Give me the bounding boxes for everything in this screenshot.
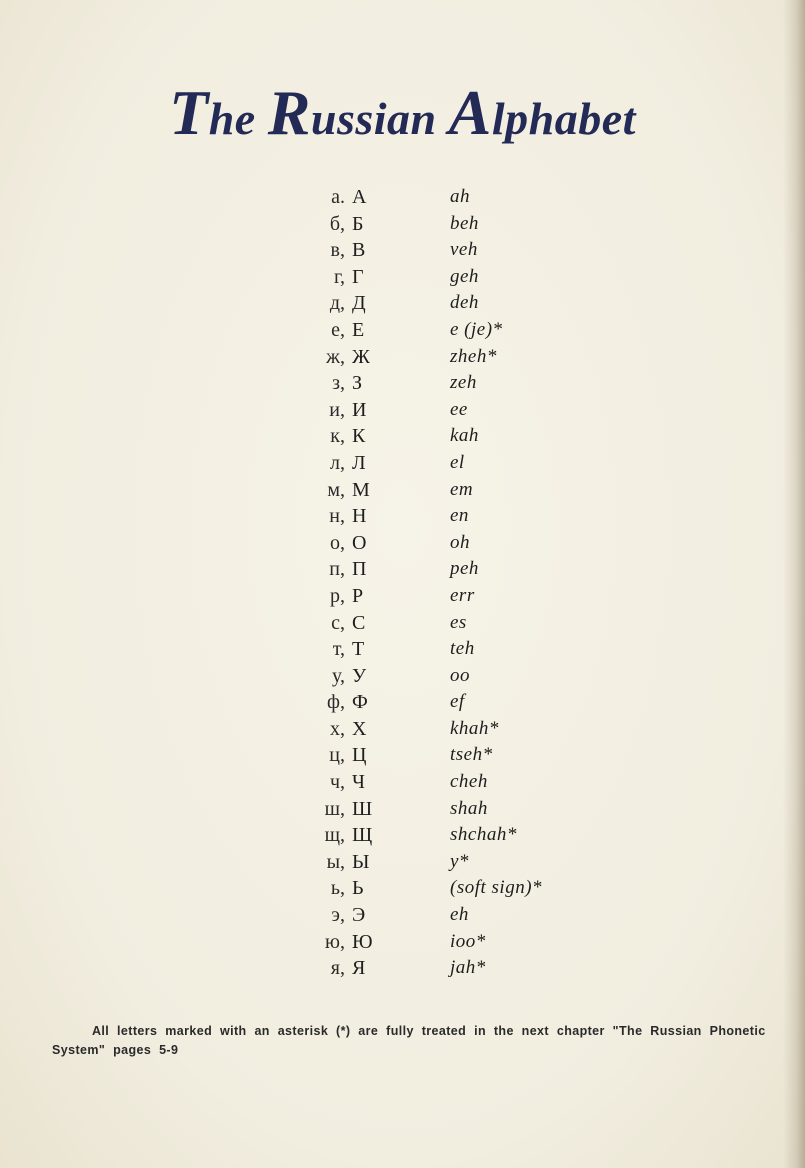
alphabet-row: [0, 663, 805, 690]
alphabet-row: [0, 450, 805, 477]
alphabet-row: [0, 716, 805, 743]
lowercase-letter: у,: [332, 664, 345, 687]
pronunciation: oh: [450, 531, 470, 553]
title-cap-a: A: [448, 77, 492, 148]
alphabet-row: [0, 370, 805, 397]
lowercase-letter: р,: [330, 584, 345, 607]
lowercase-letter: а.: [331, 186, 345, 208]
pronunciation: ioo*: [450, 930, 486, 952]
alphabet-row: [0, 317, 805, 344]
uppercase-letter: Н: [352, 505, 367, 528]
footnote: All letters marked with an asterisk (*) are fully treated in the next chapter "The Russian Phonetic System" pages 5-9: [52, 1024, 766, 1057]
page-title: [0, 78, 805, 154]
lowercase-letter: м,: [327, 478, 345, 501]
uppercase-letter: Ы: [352, 850, 370, 873]
pronunciation: el: [450, 451, 465, 473]
lowercase-letter: и,: [329, 398, 345, 421]
lowercase-letter: о,: [330, 531, 345, 554]
lowercase-letter: ч,: [329, 771, 345, 794]
alphabet-row: [0, 184, 805, 211]
uppercase-letter: Ю: [352, 930, 373, 953]
alphabet-row: [0, 822, 805, 849]
lowercase-letter: я,: [330, 957, 345, 980]
uppercase-letter: У: [352, 664, 367, 687]
pronunciation: veh: [450, 239, 478, 261]
alphabet-row: [0, 636, 805, 663]
uppercase-letter: М: [352, 478, 370, 501]
lowercase-letter: б,: [329, 212, 345, 235]
pronunciation: err: [450, 584, 475, 606]
uppercase-letter: Г: [352, 265, 364, 288]
lowercase-letter: щ,: [324, 824, 345, 847]
uppercase-letter: Э: [352, 904, 366, 927]
pronunciation: eh: [450, 904, 469, 926]
alphabet-row: [0, 875, 805, 902]
title-word-ussian: ussian: [310, 93, 437, 144]
uppercase-letter: Ь: [352, 877, 364, 900]
pronunciation: ef: [450, 691, 465, 713]
alphabet-row: [0, 344, 805, 371]
lowercase-letter: в,: [330, 239, 345, 262]
pronunciation: peh: [450, 558, 479, 580]
lowercase-letter: ж,: [326, 345, 345, 368]
alphabet-row: [0, 264, 805, 291]
pronunciation: oo: [450, 664, 470, 686]
alphabet-row: [0, 237, 805, 264]
lowercase-letter: х,: [330, 717, 345, 740]
lowercase-letter: ш,: [324, 797, 345, 820]
pronunciation: (soft sign)*: [450, 877, 543, 899]
lowercase-letter: ф,: [327, 691, 345, 714]
uppercase-letter: Ж: [352, 345, 370, 368]
uppercase-letter: И: [352, 398, 367, 421]
alphabet-row: [0, 477, 805, 504]
lowercase-letter: э,: [331, 904, 345, 927]
alphabet-row: [0, 769, 805, 796]
pronunciation: es: [450, 611, 467, 633]
title-cap-r: R: [267, 77, 311, 148]
lowercase-letter: е,: [331, 318, 345, 341]
alphabet-row: [0, 742, 805, 769]
lowercase-letter: п,: [329, 558, 345, 581]
pronunciation: khah*: [450, 717, 499, 739]
uppercase-letter: О: [352, 531, 367, 554]
pronunciation: teh: [450, 638, 475, 660]
uppercase-letter: С: [352, 611, 366, 634]
pronunciation: en: [450, 505, 469, 527]
pronunciation: tseh*: [450, 744, 493, 766]
uppercase-letter: П: [352, 558, 367, 581]
uppercase-letter: К: [352, 425, 366, 448]
title-cap-t: T: [169, 77, 209, 148]
pronunciation: shah: [450, 797, 488, 819]
alphabet-row: [0, 211, 805, 238]
lowercase-letter: т,: [332, 638, 345, 661]
alphabet-row: [0, 929, 805, 956]
pronunciation: kah: [450, 425, 479, 447]
alphabet-row: [0, 423, 805, 450]
pronunciation: jah*: [450, 957, 486, 979]
pronunciation: em: [450, 478, 474, 500]
lowercase-letter: ю,: [325, 930, 345, 953]
alphabet-row: [0, 796, 805, 823]
pronunciation: beh: [450, 212, 479, 234]
uppercase-letter: Щ: [352, 824, 373, 847]
uppercase-letter: Ш: [352, 797, 373, 820]
pronunciation: e (je)*: [450, 318, 503, 340]
alphabet-row: [0, 689, 805, 716]
alphabet-row: [0, 583, 805, 610]
uppercase-letter: Л: [352, 451, 366, 474]
uppercase-letter: Х: [352, 717, 367, 740]
lowercase-letter: н,: [329, 505, 345, 528]
alphabet-row: [0, 849, 805, 876]
uppercase-letter: Е: [352, 318, 365, 341]
title-word-he: he: [208, 93, 256, 144]
pronunciation: y*: [450, 850, 469, 872]
pronunciation: zeh: [450, 372, 477, 394]
pronunciation: ah: [450, 186, 470, 207]
alphabet-row: [0, 955, 805, 982]
lowercase-letter: ц,: [329, 744, 345, 767]
alphabet-row: [0, 290, 805, 317]
alphabet-row: [0, 397, 805, 424]
uppercase-letter: В: [352, 239, 366, 262]
uppercase-letter: Ф: [352, 691, 368, 714]
uppercase-letter: А: [352, 186, 367, 208]
lowercase-letter: г,: [334, 265, 345, 288]
lowercase-letter: к,: [330, 425, 345, 448]
alphabet-row: [0, 902, 805, 929]
title-word-lphabet: lphabet: [491, 93, 636, 144]
uppercase-letter: Д: [352, 292, 366, 315]
uppercase-letter: Т: [352, 638, 365, 661]
alphabet-row: [0, 503, 805, 530]
uppercase-letter: Ц: [352, 744, 367, 767]
pronunciation: ee: [450, 398, 468, 420]
lowercase-letter: ы,: [326, 850, 345, 873]
alphabet-row: [0, 556, 805, 583]
alphabet-list: [0, 184, 805, 982]
uppercase-letter: Р: [352, 584, 364, 607]
pronunciation: zheh*: [450, 345, 497, 367]
uppercase-letter: Ч: [352, 771, 365, 794]
uppercase-letter: З: [352, 372, 363, 395]
pronunciation: deh: [450, 292, 479, 314]
lowercase-letter: ь,: [330, 877, 345, 900]
lowercase-letter: л,: [330, 451, 345, 474]
alphabet-row: [0, 610, 805, 637]
uppercase-letter: Б: [352, 212, 364, 235]
alphabet-row: [0, 530, 805, 557]
lowercase-letter: д,: [329, 292, 345, 315]
pronunciation: cheh: [450, 771, 488, 793]
lowercase-letter: з,: [332, 372, 345, 395]
uppercase-letter: Я: [352, 957, 366, 980]
pronunciation: geh: [450, 265, 479, 287]
pronunciation: shchah*: [450, 824, 517, 846]
lowercase-letter: с,: [331, 611, 345, 634]
